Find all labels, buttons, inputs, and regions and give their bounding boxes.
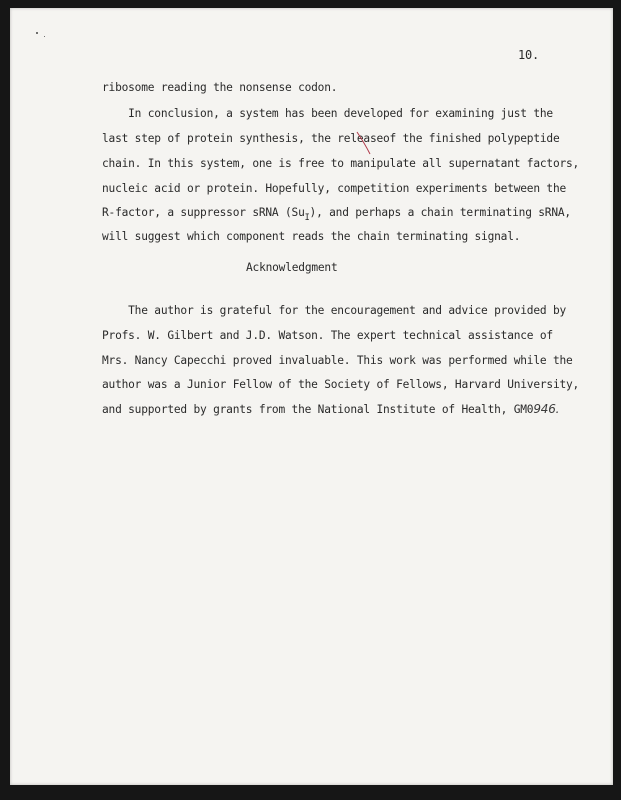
section-heading: Acknowledgment: [246, 261, 338, 274]
handwritten-digits: 946.: [533, 402, 560, 416]
text-line: Mrs. Nancy Capecchi proved invaluable. This work was performed while the: [102, 354, 573, 367]
text-line: The author is grateful for the encouragement and advice provided by: [102, 304, 567, 317]
text-line: author was a Junior Fellow of the Society of Fellows, Harvard University,: [102, 378, 580, 391]
text-line: In conclusion, a system has been developed for examining just the: [102, 107, 553, 120]
text-line: [102, 402, 559, 416]
text-line: chain. In this system, one is free to manipulate all supernatant factors,: [102, 157, 580, 170]
page-number: 10.: [518, 48, 540, 62]
document-page: [10, 8, 613, 785]
text-line: ribosome reading the nonsense codon.: [102, 81, 338, 94]
subscript: I: [304, 213, 310, 223]
text-line: will suggest which component reads the chain terminating signal.: [102, 230, 521, 243]
pen-correction-mark: [355, 130, 373, 156]
margin-speck: [44, 36, 45, 37]
text-line: last step of protein synthesis, the releaseof the finished polypeptide: [102, 132, 560, 145]
text-segment: ), and perhaps a chain terminating sRNA,: [309, 206, 571, 219]
margin-speck: [36, 32, 38, 34]
text-line: [102, 206, 571, 223]
text-segment: R-factor, a suppressor sRNA (Su: [102, 206, 305, 219]
text-segment: and supported by grants from the National Institute of Health, GM0: [102, 403, 534, 416]
text-line: Profs. W. Gilbert and J.D. Watson. The expert technical assistance of: [102, 329, 553, 342]
text-line: nucleic acid or protein. Hopefully, competition experiments between the: [102, 182, 567, 195]
